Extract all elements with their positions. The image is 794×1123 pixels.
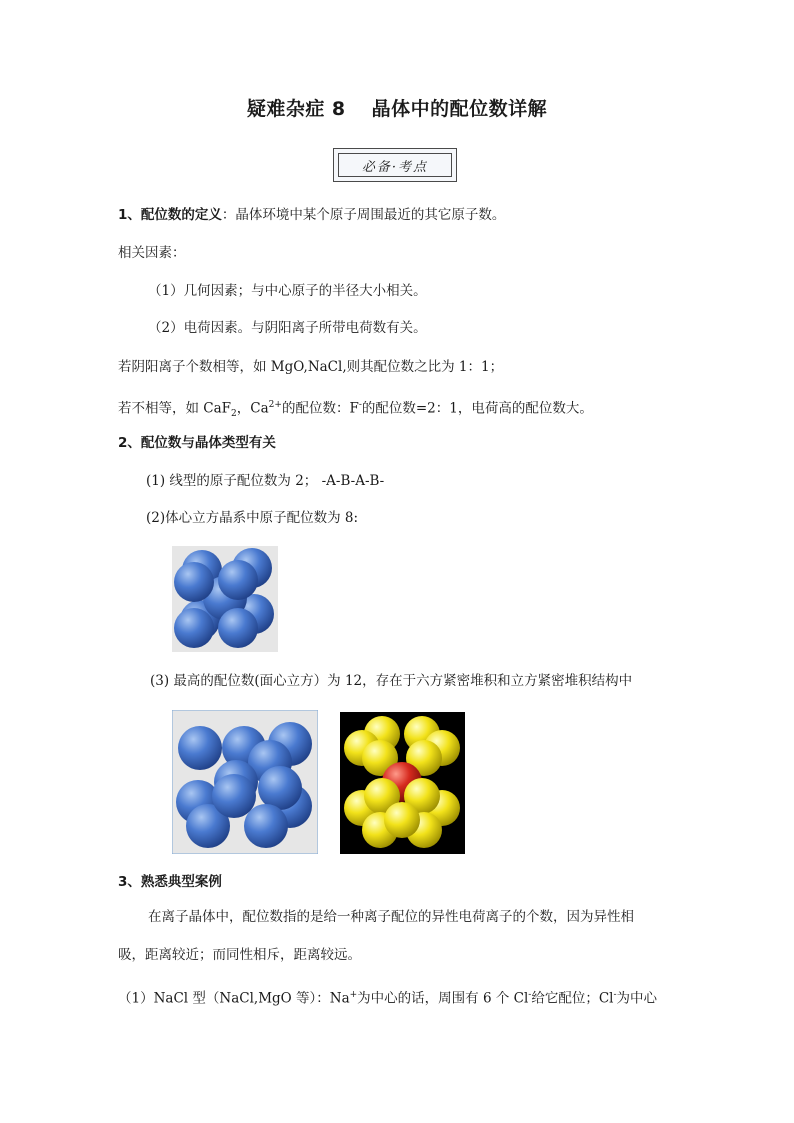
page-title: [0, 94, 794, 121]
linear-item: (1) 线型的原子配位数为 2； -A-B-A-B-: [146, 473, 385, 489]
title-topic: 晶体中的配位数详解: [371, 98, 548, 120]
ionic-para-line2: 吸，距离较近；而同性相斥，距离较远。: [118, 947, 361, 963]
definition-line: [118, 205, 505, 225]
hcp-structure-image: [340, 712, 465, 854]
factor-geometric: （1）几何因素；与中心原子的半径大小相关。: [148, 283, 427, 299]
unequal-text-1: 若不相等，如 CaF: [118, 400, 232, 417]
badge-label: 必备·考点: [338, 153, 452, 177]
title-number: 疑难杂症 8: [246, 98, 346, 120]
section-badge: [333, 148, 457, 182]
section2-heading: 2、配位数与晶体类型有关: [118, 435, 276, 451]
bcc-item: (2)体心立方晶系中原子配位数为 8:: [146, 510, 359, 526]
nacl-text-3: 给它配位；Cl: [531, 990, 614, 1007]
na-charge: +: [349, 990, 358, 1000]
section3-heading: 3、熟悉典型案例: [118, 874, 222, 890]
equal-ratio-line: 若阴阳离子个数相等，如 MgO,NaCl,则其配位数之比为 1：1；: [118, 359, 504, 375]
bcc-structure-image: [172, 546, 278, 652]
ionic-para-line1: 在离子晶体中，配位数指的是给一种离子配位的异性电荷离子的个数，因为异性相: [148, 909, 634, 925]
nacl-text-4: 为中心: [616, 990, 658, 1007]
nacl-text-1: （1）NaCl 型（NaCl,MgO 等）：Na: [118, 990, 350, 1007]
fcc-blue-structure-image: [172, 710, 318, 854]
unequal-text-3: 的配位数：F: [281, 400, 359, 417]
unequal-text-2: ，Ca: [236, 400, 269, 417]
section1-heading: 1、配位数的定义: [118, 207, 222, 223]
ca-charge: 2+: [268, 400, 282, 410]
caf2-subscript: 2: [231, 409, 237, 420]
nacl-text-2: 为中心的话，周围有 6 个 Cl: [357, 990, 529, 1007]
unequal-text-4: 的配位数=2：1，电荷高的配位数大。: [361, 400, 593, 417]
nacl-type-line: [118, 985, 657, 1009]
factors-label: 相关因素：: [118, 245, 186, 261]
unequal-ratio-line: [118, 395, 593, 424]
definition-text: ：晶体环境中某个原子周围最近的其它原子数。: [221, 207, 506, 223]
cl-charge-1: -: [528, 990, 532, 1000]
fcc-item: (3) 最高的配位数(面心立方）为 12，存在于六方紧密堆积和立方紧密堆积结构中: [150, 673, 633, 689]
cl-charge-2: -: [613, 990, 617, 1000]
factor-charge: （2）电荷因素。与阴阳离子所带电荷数有关。: [148, 320, 427, 336]
f-charge: -: [358, 400, 362, 410]
